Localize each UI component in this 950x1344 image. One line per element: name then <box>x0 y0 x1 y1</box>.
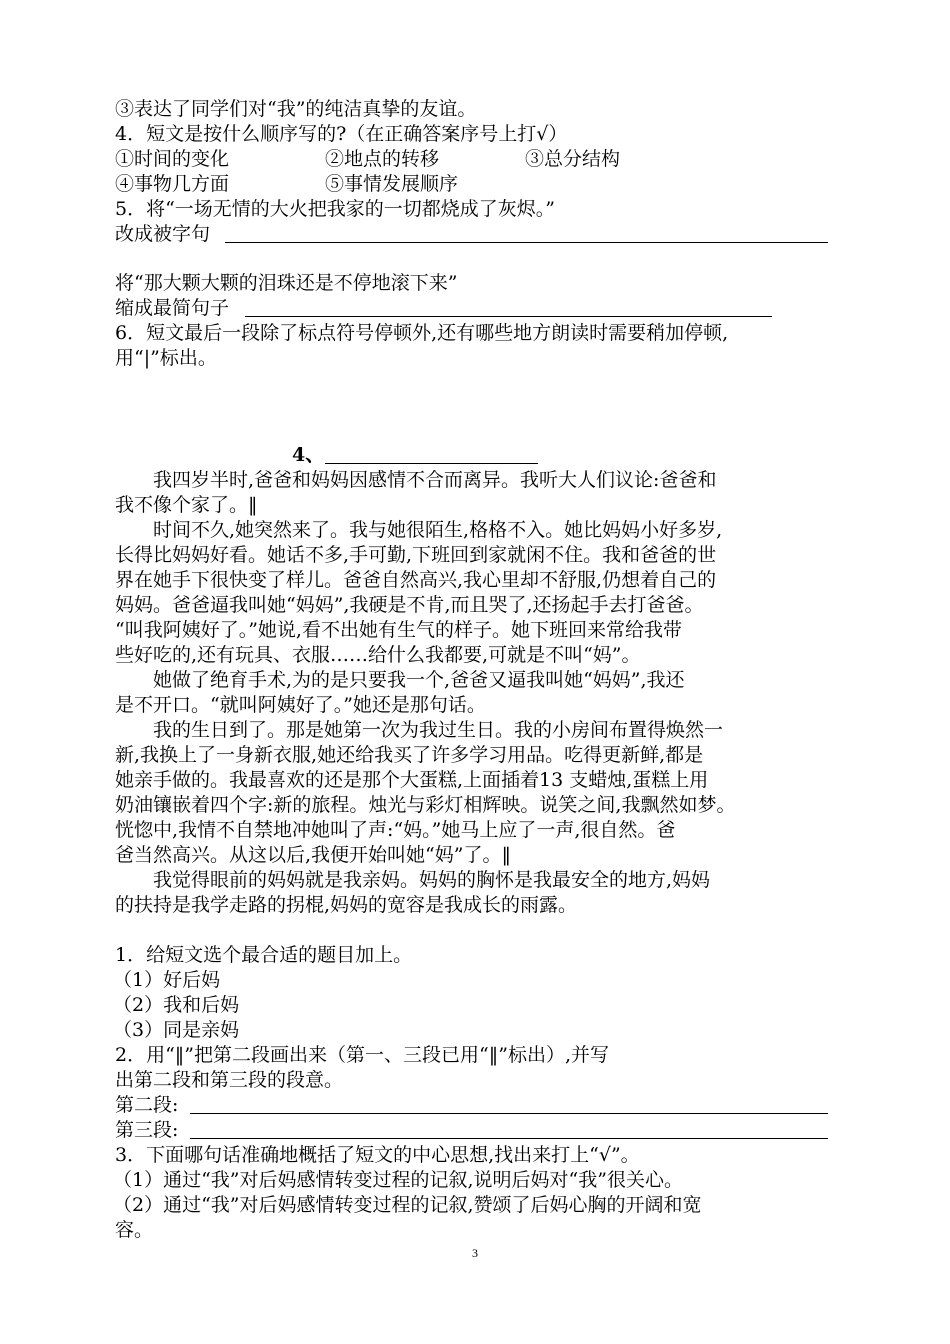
q2-paragraph-3-answer-line[interactable] <box>190 1118 828 1139</box>
passage-line: 长得比妈妈好看。她话不多,手可勤,下班回到家就闲不住。我和爸爸的世 <box>115 544 717 566</box>
passage-line: 是不开口。“就叫阿姨好了。”她还是那句话。 <box>115 694 486 716</box>
q3-option-2-continued: 容。 <box>115 1219 154 1241</box>
q5-passive-answer-line[interactable] <box>225 222 828 243</box>
q5-condense-prompt: 将“那大颗大颗的泪珠还是不停地滚下来” <box>115 272 458 294</box>
q1-option-3[interactable]: （3）同是亲妈 <box>113 1019 240 1041</box>
passage-line: 新,我换上了一身新衣服,她还给我买了许多学习用品。吃得更新鲜,都是 <box>115 744 704 766</box>
q3-option-1[interactable]: （1）通过“我”对后妈感情转变过程的记叙,说明后妈对“我”很关心。 <box>113 1169 683 1191</box>
q5-condense-label: 缩成最简句子 <box>115 297 230 319</box>
passage-line: 我觉得眼前的妈妈就是我亲妈。妈妈的胸怀是我最安全的地方,妈妈 <box>115 869 711 891</box>
passage-line: 奶油镶嵌着四个字:新的旅程。烛光与彩灯相辉映。说笑之间,我飘然如梦。 <box>115 794 736 816</box>
q4-option-5: ⑤事情发展顺序 <box>325 173 459 195</box>
passage-line: 我的生日到了。那是她第一次为我过生日。我的小房间布置得焕然一 <box>115 719 724 741</box>
question-6-line-2: 用“|”标出。 <box>115 347 217 369</box>
option-3-line: ③表达了同学们对“我”的纯洁真挚的友谊。 <box>115 98 477 120</box>
q4-options-row-1 <box>115 147 835 171</box>
passage-title-blank[interactable] <box>325 463 538 464</box>
passage-line: 界在她手下很快变了样儿。爸爸自然高兴,我心里却不舒服,仍想着自己的 <box>115 569 717 591</box>
q4-options-row-2 <box>115 172 835 196</box>
q4-option-4: ④事物几方面 <box>115 173 230 195</box>
passage-line: 她亲手做的。我最喜欢的还是那个大蛋糕,上面插着13 支蜡烛,蛋糕上用 <box>115 769 709 791</box>
page-number: 3 <box>472 1246 478 1260</box>
question-6-line-1: 6．短文最后一段除了标点符号停顿外,还有哪些地方朗读时需要稍加停顿, <box>115 322 729 344</box>
passage-line: 些好吃的,还有玩具、衣服……给什么我都要,可就是不叫“妈”。 <box>115 644 641 666</box>
question-1: 1．给短文选个最合适的题目加上。 <box>115 944 413 966</box>
passage-number: 4、 <box>292 444 325 466</box>
passage-line: 时间不久,她突然来了。我与她很陌生,格格不入。她比妈妈小好多岁, <box>115 519 723 541</box>
passage-line: 妈妈。爸爸逼我叫她“妈妈”,我硬是不肯,而且哭了,还扬起手去打爸爸。 <box>115 594 704 616</box>
q1-option-2[interactable]: （2）我和后妈 <box>113 994 240 1016</box>
q2-paragraph-2-label: 第二段: <box>115 1094 179 1116</box>
question-2-line-1: 2．用“‖”把第二段画出来（第一、三段已用“‖”标出）,并写 <box>115 1044 609 1066</box>
question-4: 4．短文是按什么顺序写的?（在正确答案序号上打√） <box>115 123 568 145</box>
q4-option-3: ③总分结构 <box>525 148 621 170</box>
passage-line: 恍惚中,我情不自禁地冲她叫了声:“妈。”她马上应了一声,很自然。爸 <box>115 819 676 841</box>
q5-passive-label: 改成被字句 <box>115 223 211 245</box>
question-2-line-2: 出第二段和第三段的段意。 <box>115 1069 344 1091</box>
question-3: 3．下面哪句话准确地概括了短文的中心思想,找出来打上“√”。 <box>115 1144 640 1166</box>
q1-option-1[interactable]: （1）好后妈 <box>113 969 221 991</box>
passage-line: “叫我阿姨好了。”她说,看不出她有生气的样子。她下班回来常给我带 <box>115 619 682 641</box>
q5-condense-answer-line[interactable] <box>245 296 772 317</box>
passage-line: 她做了绝育手术,为的是只要我一个,爸爸又逼我叫她“妈妈”,我还 <box>115 669 685 691</box>
passage-line: 我不像个家了。‖ <box>115 494 258 516</box>
q4-option-1: ①时间的变化 <box>115 148 230 170</box>
passage-line: 的扶持是我学走路的拐棍,妈妈的宽容是我成长的雨露。 <box>115 894 578 916</box>
passage-line: 我四岁半时,爸爸和妈妈因感情不合而离异。我听大人们议论:爸爸和 <box>115 469 717 491</box>
q2-paragraph-2-answer-line[interactable] <box>190 1093 828 1114</box>
q2-paragraph-3-label: 第三段: <box>115 1119 179 1141</box>
q3-option-2[interactable]: （2）通过“我”对后妈感情转变过程的记叙,赞颂了后妈心胸的开阔和宽 <box>113 1194 702 1216</box>
q4-option-2: ②地点的转移 <box>325 148 440 170</box>
question-5: 5．将“一场无情的大火把我家的一切都烧成了灰烬。” <box>115 198 556 220</box>
passage-line: 爸当然高兴。从这以后,我便开始叫她“妈”了。‖ <box>115 844 511 866</box>
